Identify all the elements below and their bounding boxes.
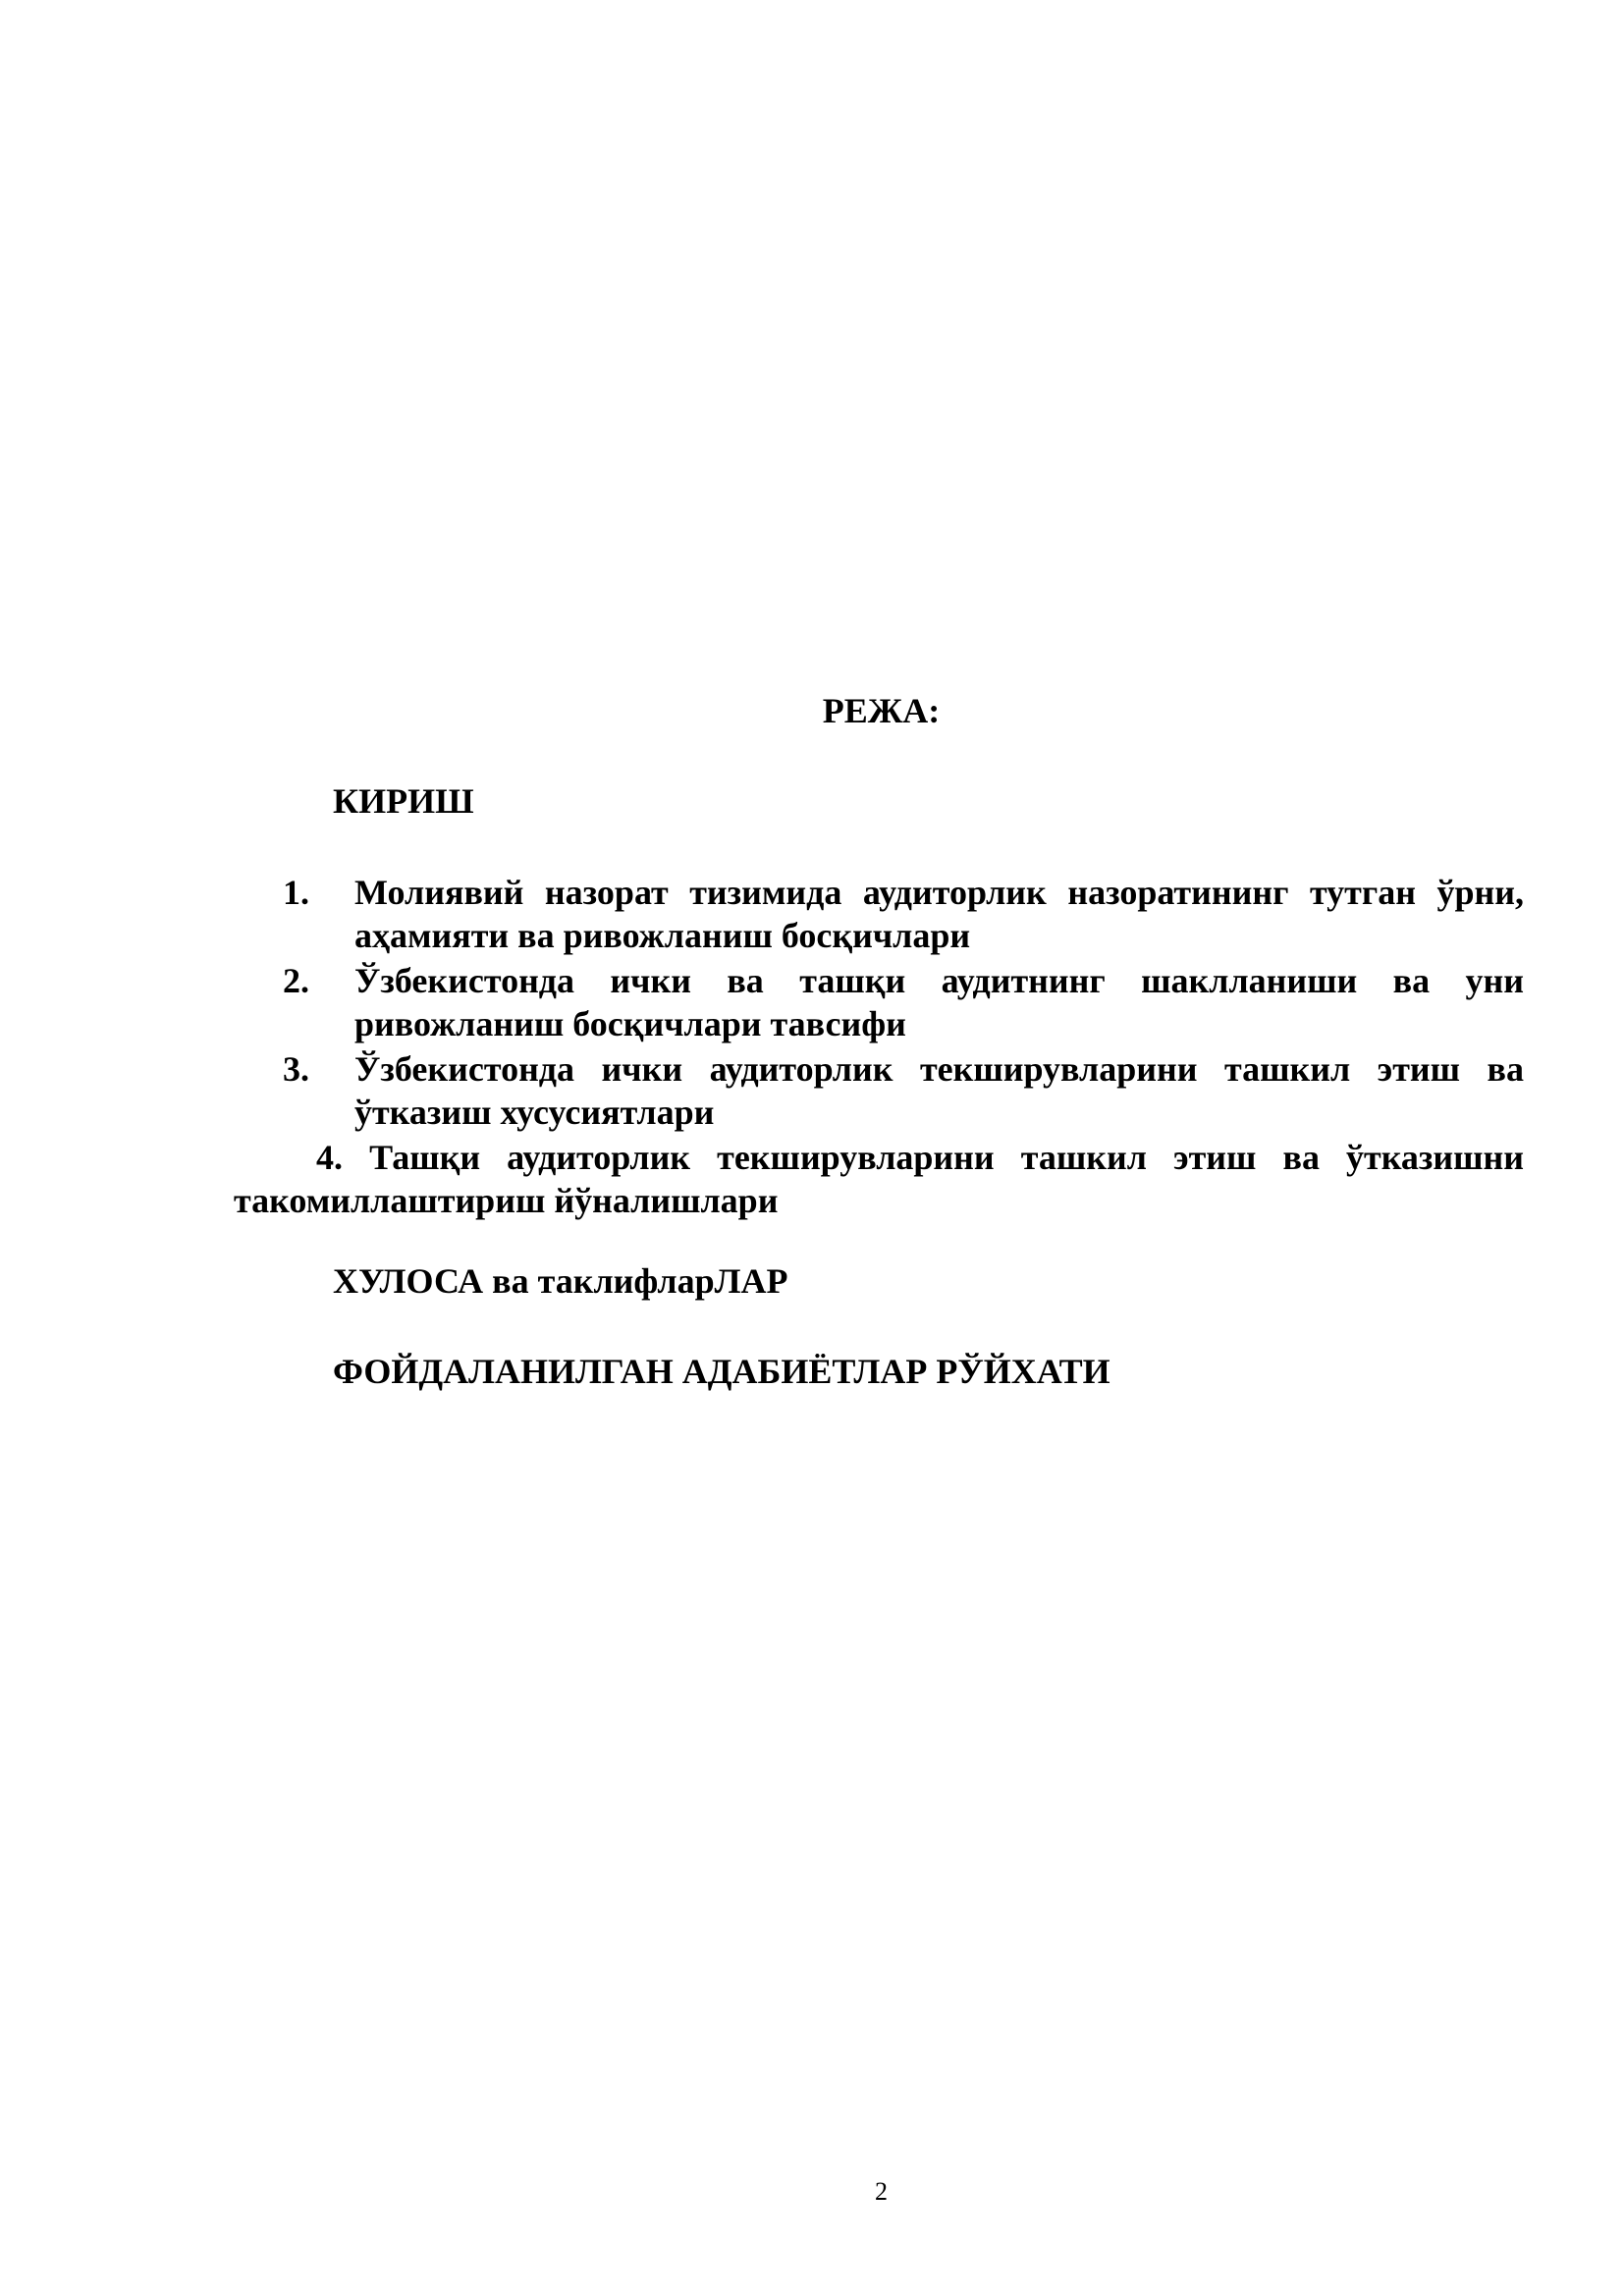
plan-item-text: Молиявий назорат тизимида аудиторлик назоратининг тутган ўрни, аҳамияти ва ривожланиш босқичлари	[354, 873, 1524, 955]
plan-item-text: Ўзбекистонда ички ва ташқи аудитнинг шаклланиши ва уни ривожланиш босқичлари тавсифи	[354, 961, 1524, 1043]
plan-title: РЕЖА:	[822, 691, 941, 730]
plan-item-3	[283, 1047, 1524, 1134]
plan-item-4	[234, 1136, 1524, 1222]
plan-item-number: 4.	[316, 1138, 343, 1177]
references-heading: ФОЙДАЛАНИЛГАН АДАБИЁТЛАР РЎЙХАТИ	[333, 1352, 1110, 1391]
plan-item-1	[283, 871, 1524, 957]
plan-item-text: Ташқи аудиторлик текширувларини ташкил этиш ва ўтказишни такомиллаштириш йўналишлари	[234, 1138, 1524, 1220]
introduction-heading: КИРИШ	[333, 781, 474, 821]
page-number: 2	[875, 2177, 888, 2206]
conclusion-heading: ХУЛОСА ва таклифларЛАР	[333, 1261, 788, 1301]
plan-item-2	[283, 959, 1524, 1045]
plan-item-number: 2.	[283, 961, 309, 1000]
plan-item-text: Ўзбекистонда ички аудиторлик текширувларини ташкил этиш ва ўтказиш хусусиятлари	[354, 1049, 1524, 1132]
plan-item-number: 3.	[283, 1049, 309, 1089]
plan-item-number: 1.	[283, 873, 309, 912]
